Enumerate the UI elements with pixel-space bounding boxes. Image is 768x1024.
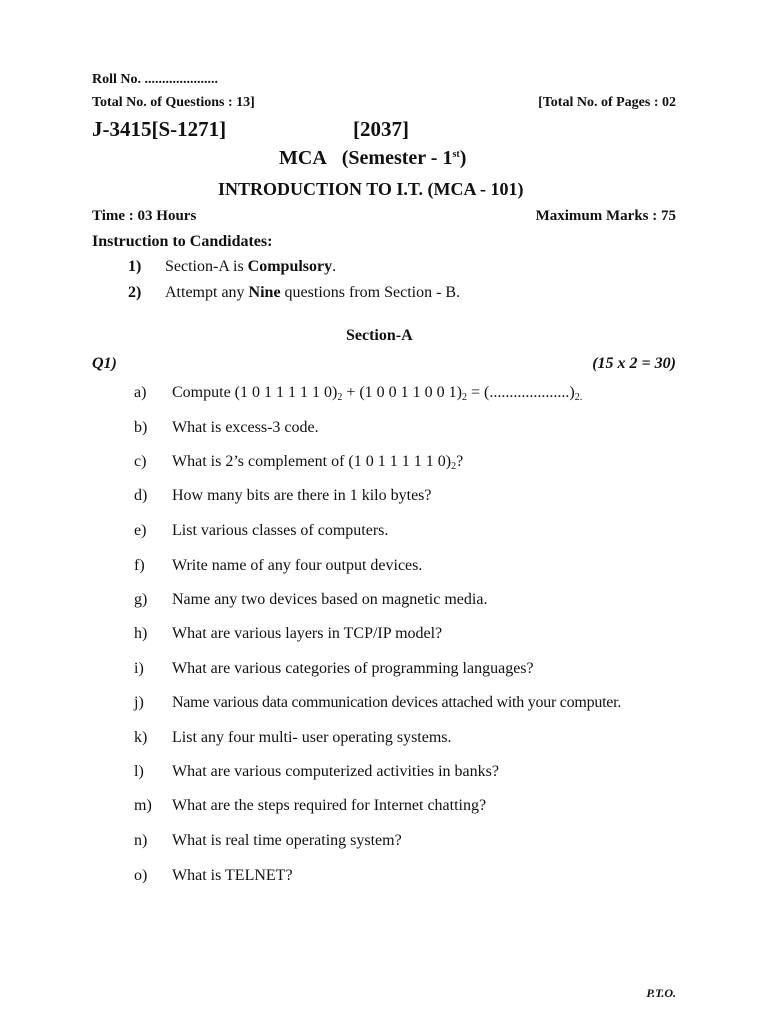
- list-item: [0, 763, 768, 787]
- question-text: Name any two devices based on magnetic media.: [172, 591, 488, 608]
- instruction-item: [128, 258, 141, 276]
- time-allowed: Time : 03 Hours: [92, 208, 197, 224]
- question-letter: h): [134, 625, 148, 642]
- instruction-text: [165, 258, 336, 276]
- section-a-title: Section-A: [346, 327, 413, 344]
- semester-prefix: (Semester - 1: [341, 147, 453, 169]
- instruction-text: [165, 284, 460, 302]
- question-letter: m): [134, 797, 152, 814]
- question-text: How many bits are there in 1 kilo bytes?: [172, 487, 432, 504]
- list-item: [0, 694, 768, 718]
- question-label: Q1): [92, 355, 117, 372]
- question-marks: (15 x 2 = 30): [592, 355, 676, 372]
- list-item: [0, 867, 768, 891]
- instruction-number: 2): [128, 284, 142, 301]
- question-letter: g): [134, 591, 148, 608]
- question-text: List various classes of computers.: [172, 522, 389, 539]
- list-item: [0, 419, 768, 443]
- list-item: [0, 384, 768, 408]
- paper-code: J-3415[S-1271]: [92, 117, 227, 141]
- maximum-marks: Maximum Marks : 75: [535, 208, 676, 224]
- instruction-emphasis: Nine: [248, 284, 281, 301]
- question-letter: o): [134, 867, 148, 884]
- semester-superscript: st: [452, 149, 460, 160]
- question-text: Write name of any four output devices.: [172, 557, 423, 574]
- question-text: What are the steps required for Internet chatting?: [172, 797, 487, 814]
- course-name: MCA: [279, 147, 327, 169]
- list-item: [0, 557, 768, 581]
- paper-number: [2037]: [353, 117, 409, 141]
- question-letter: e): [134, 522, 147, 539]
- list-item: [0, 487, 768, 511]
- question-letter: n): [134, 832, 148, 849]
- instructions-title: Instruction to Candidates:: [92, 233, 273, 250]
- question-letter: l): [134, 763, 144, 780]
- list-item: [0, 832, 768, 856]
- semester-suffix: ): [459, 147, 467, 169]
- course-semester: [279, 147, 466, 170]
- question-letter: i): [134, 660, 144, 677]
- list-item: [0, 522, 768, 546]
- question-letter: f): [134, 557, 145, 574]
- instruction-number: 1): [128, 258, 142, 275]
- total-questions: Total No. of Questions : 13]: [92, 95, 255, 110]
- question-text: What is TELNET?: [172, 867, 293, 884]
- question-letter: c): [134, 453, 147, 470]
- list-item: [0, 625, 768, 649]
- list-item: [0, 660, 768, 684]
- total-pages: [Total No. of Pages : 02: [538, 95, 676, 110]
- question-text: What are various categories of programming languages?: [172, 660, 534, 677]
- list-item: [0, 591, 768, 615]
- subject-title: INTRODUCTION TO I.T. (MCA - 101): [218, 179, 524, 199]
- list-item: [0, 729, 768, 753]
- question-text: What is real time operating system?: [172, 832, 402, 849]
- question-text: Compute (1 0 1 1 1 1 1 $0)_2 + (1$ 0 0 1 1 0 0 $1)_2 = (....................)_{2.}$: [172, 384, 583, 403]
- instruction-post: .: [332, 258, 337, 275]
- instruction-item: [128, 284, 141, 302]
- instruction-post: questions from Section - B.: [280, 284, 461, 301]
- page-turn-over: P.T.O.: [646, 986, 676, 1000]
- list-item: [0, 797, 768, 821]
- instruction-pre: Attempt any: [165, 284, 249, 301]
- question-text: Name various data communication devices attached with your computer.: [172, 694, 622, 711]
- roll-number-line: Roll No. .....................: [92, 72, 218, 87]
- question-letter: j): [134, 694, 144, 711]
- list-item: [0, 453, 768, 477]
- instruction-emphasis: Compulsory: [247, 258, 333, 275]
- question-letter: k): [134, 729, 148, 746]
- question-text: What is 2’s complement of (1 0 1 1 1 1 1 $0)_2$?: [172, 453, 464, 472]
- question-letter: b): [134, 419, 148, 436]
- instruction-pre: Section-A is: [165, 258, 248, 275]
- question-text: What are various computerized activities in banks?: [172, 763, 499, 780]
- question-letter: d): [134, 487, 148, 504]
- question-letter: a): [134, 384, 147, 401]
- question-text: What are various layers in TCP/IP model?: [172, 625, 443, 642]
- question-text: List any four multi- user operating systems.: [172, 729, 452, 746]
- question-text: What is excess-3 code.: [172, 419, 319, 436]
